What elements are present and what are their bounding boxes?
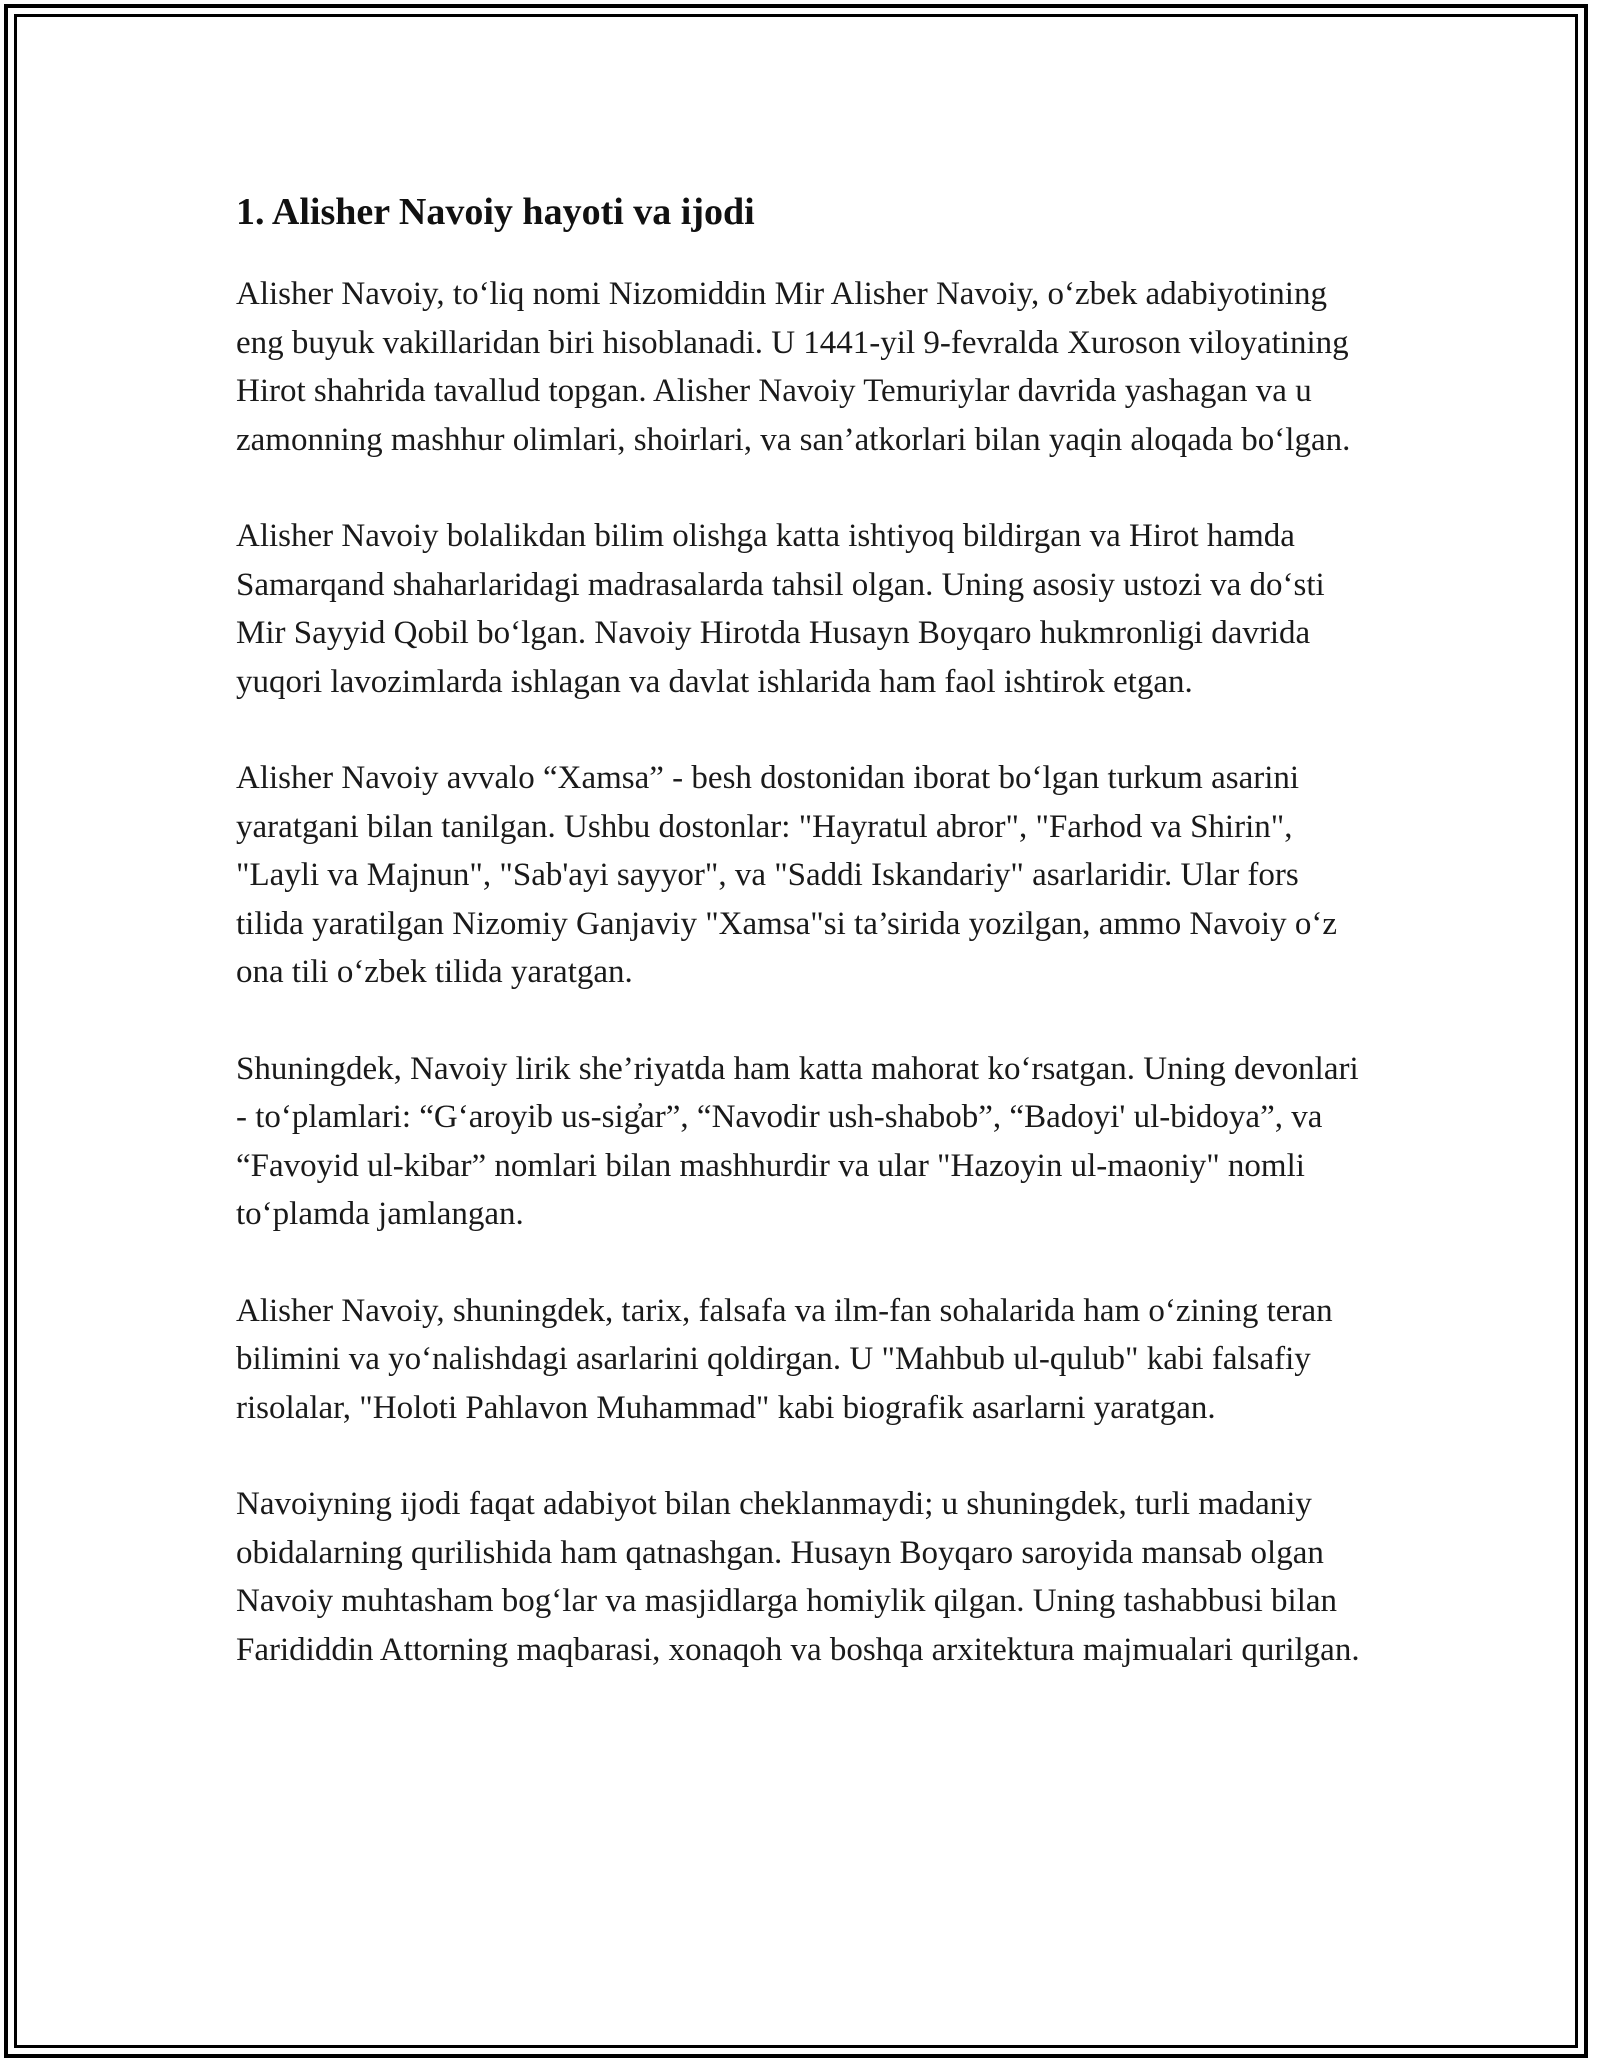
paragraph-1: Alisher Navoiy, to‘liq nomi Nizomiddin Mir Alisher Navoiy, o‘zbek adabiyotining eng buyuk vakillaridan biri hisoblanadi. U 1441-yil 9-fevralda Xuroson viloyatining Hirot shahrida tavallud topgan. Alisher Navoiy Temuriylar davrida yashagan va u zamonning mashhur olimlari, shoirlari, va san’atkorlari bilan yaqin aloqada bo‘lgan.: [236, 276, 1351, 458]
document-body: [236, 186, 1372, 1722]
paragraph-5: Alisher Navoiy, shuningdek, tarix, falsafa va ilm-fan sohalarida ham o‘zining teran bilimini va yo‘nalishdagi asarlarini qoldirgan. U "Mahbub ul-qulub" kabi falsafiy risolalar, "Holoti Pahlavon Muhammad" kabi biografik asarlarni yaratgan.: [236, 1292, 1333, 1426]
paragraph-4: Shuningdek, Navoiy lirik she’riyatda ham katta mahorat ko‘rsatgan. Uning devonlari - to‘plamlari: “G‘aroyib us-sig̓ar”, “Navodir ush-shabob”, “Badoyi' ul-bidoya”, va “Favoyid ul-kibar” nomlari bilan mashhurdir va ular "Hazoyin ul-maoniy" nomli to‘plamda jamlangan.: [236, 1050, 1359, 1232]
paragraph-6: Navoiyning ijodi faqat adabiyot bilan cheklanmaydi; u shuningdek, turli madaniy obidalarning qurilishida ham qatnashgan. Husayn Boyqaro saroyida mansab olgan Navoiy muhtasham bog‘lar va masjidlarga homiylik qilgan. Uning tashabbusi bilan Farididdin Attorning maqbarasi, xonaqoh va boshqa arxitektura majmualari qurilgan.: [236, 1486, 1360, 1668]
paragraph-2: Alisher Navoiy bolalikdan bilim olishga katta ishtiyoq bildirgan va Hirot hamda Samarqand shaharlaridagi madrasalarda tahsil olgan. Uning asosiy ustozi va do‘sti Mir Sayyid Qobil bo‘lgan. Navoiy Hirotda Husayn Boyqaro hukmronligi davrida yuqori lavozimlarda ishlagan va davlat ishlarida ham faol ishtirok etgan.: [236, 518, 1325, 700]
section-heading: 1. Alisher Navoiy hayoti va ijodi: [236, 191, 755, 233]
paragraph-3: Alisher Navoiy avvalo “Xamsa” - besh dostonidan iborat bo‘lgan turkum asarini yaratgani bilan tanilgan. Ushbu dostonlar: "Hayratul abror", "Farhod va Shirin", "Layli va Majnun", "Sab'ayi sayyor", va "Saddi Iskandariy" asarlaridir. Ular fors tilida yaratilgan Nizomiy Ganjaviy "Xamsa"si ta’sirida yozilgan, ammo Navoiy o‘z ona tili o‘zbek tilida yaratgan.: [236, 760, 1337, 990]
